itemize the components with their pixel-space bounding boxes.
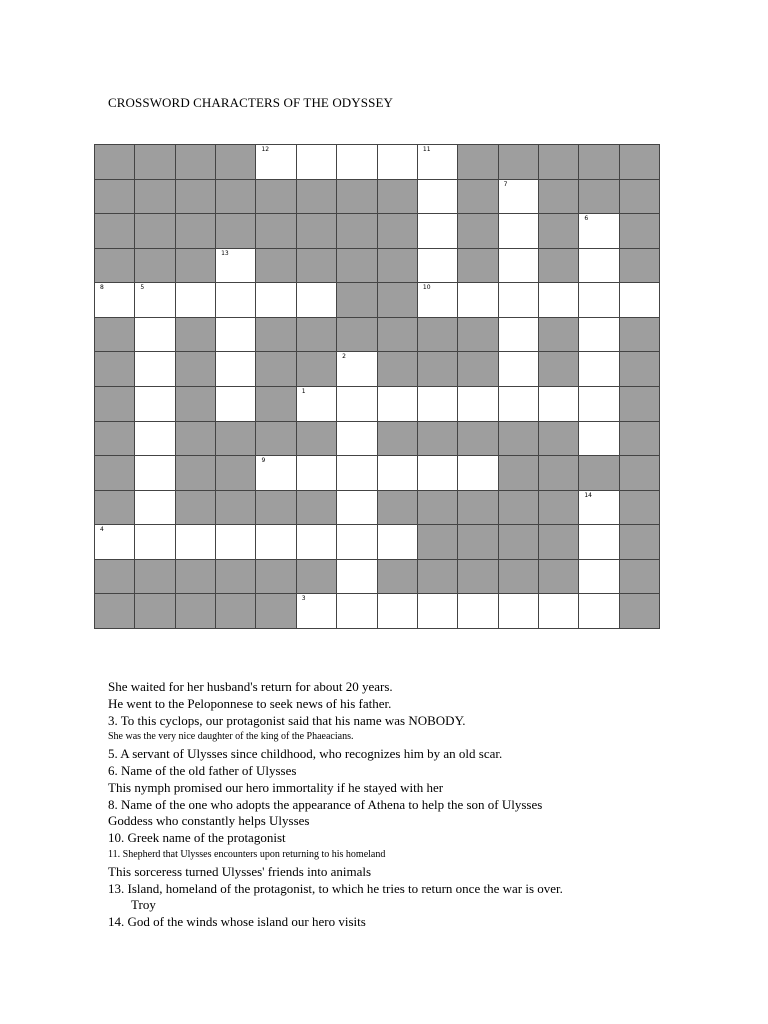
clue-text: Troy (131, 897, 156, 913)
clue-text: He went to the Peloponnese to seek news of his father. (108, 695, 392, 711)
black-cell (216, 145, 256, 180)
clue-text: 8. Name of the one who adopts the appearance of Athena to help the son of Ulysses (108, 796, 543, 812)
black-cell (176, 352, 216, 387)
answer-cell[interactable] (579, 318, 619, 353)
clue-number: 8 (100, 284, 104, 292)
black-cell (297, 180, 337, 215)
black-cell (579, 456, 619, 491)
black-cell (95, 456, 135, 491)
black-cell (418, 352, 458, 387)
black-cell (458, 491, 498, 526)
clue-number: 7 (503, 180, 508, 188)
black-cell (95, 180, 135, 215)
answer-cell[interactable] (499, 352, 539, 387)
black-cell (539, 456, 579, 491)
black-cell (539, 180, 579, 215)
answer-cell[interactable] (539, 594, 579, 629)
black-cell (95, 491, 135, 526)
black-cell (95, 318, 135, 353)
crossword-grid (94, 144, 660, 629)
black-cell (176, 491, 216, 526)
black-cell (297, 214, 337, 249)
black-cell (620, 214, 660, 249)
answer-cell[interactable] (135, 387, 175, 422)
answer-cell[interactable] (418, 387, 458, 422)
black-cell (95, 145, 135, 180)
black-cell (216, 180, 256, 215)
black-cell (135, 214, 175, 249)
black-cell (216, 214, 256, 249)
black-cell (337, 214, 377, 249)
clue-text: Goddess who constantly helps Ulysses (108, 813, 310, 829)
black-cell (297, 422, 337, 457)
answer-cell[interactable] (95, 283, 135, 318)
answer-cell[interactable] (499, 214, 539, 249)
clue-text: She was the very nice daughter of the king of the Phaeacians. (108, 731, 354, 743)
black-cell (620, 318, 660, 353)
black-cell (539, 525, 579, 560)
black-cell (620, 249, 660, 284)
answer-cell[interactable] (579, 560, 619, 595)
answer-cell[interactable] (135, 318, 175, 353)
clue-number: 2 (342, 353, 346, 361)
answer-cell[interactable] (216, 318, 256, 353)
black-cell (620, 387, 660, 422)
black-cell (256, 560, 296, 595)
clue-text: She waited for her husband's return for about 20 years. (108, 679, 393, 694)
black-cell (418, 560, 458, 595)
black-cell (539, 145, 579, 180)
answer-cell[interactable] (499, 180, 539, 215)
answer-cell[interactable] (337, 352, 377, 387)
answer-cell[interactable] (135, 456, 175, 491)
black-cell (539, 422, 579, 457)
black-cell (297, 352, 337, 387)
black-cell (216, 560, 256, 595)
answer-cell[interactable] (458, 594, 498, 629)
answer-cell[interactable] (620, 283, 660, 318)
black-cell (539, 318, 579, 353)
answer-cell[interactable] (337, 422, 377, 457)
black-cell (579, 145, 619, 180)
answer-cell[interactable] (216, 352, 256, 387)
black-cell (297, 318, 337, 353)
black-cell (337, 180, 377, 215)
clue-number: 5 (140, 284, 145, 292)
clue-number: 3 (301, 595, 306, 603)
answer-cell[interactable] (297, 145, 337, 180)
clue-number: 4 (100, 526, 104, 534)
black-cell (378, 214, 418, 249)
black-cell (256, 594, 296, 629)
answer-cell[interactable] (579, 283, 619, 318)
black-cell (620, 456, 660, 491)
answer-cell[interactable] (418, 283, 458, 318)
black-cell (176, 456, 216, 491)
answer-cell[interactable] (579, 594, 619, 629)
black-cell (499, 422, 539, 457)
answer-cell[interactable] (337, 560, 377, 595)
black-cell (95, 594, 135, 629)
answer-cell[interactable] (256, 456, 296, 491)
black-cell (620, 180, 660, 215)
black-cell (620, 145, 660, 180)
answer-cell[interactable] (539, 283, 579, 318)
black-cell (378, 180, 418, 215)
black-cell (135, 560, 175, 595)
answer-cell[interactable] (378, 145, 418, 180)
answer-cell[interactable] (216, 249, 256, 284)
answer-cell[interactable] (135, 283, 175, 318)
black-cell (176, 249, 216, 284)
black-cell (539, 214, 579, 249)
answer-cell[interactable] (418, 249, 458, 284)
black-cell (95, 387, 135, 422)
black-cell (620, 560, 660, 595)
black-cell (499, 491, 539, 526)
black-cell (95, 560, 135, 595)
black-cell (256, 491, 296, 526)
black-cell (176, 214, 216, 249)
black-cell (499, 525, 539, 560)
answer-cell[interactable] (499, 283, 539, 318)
black-cell (176, 560, 216, 595)
answer-cell[interactable] (256, 525, 296, 560)
answer-cell[interactable] (579, 422, 619, 457)
black-cell (135, 249, 175, 284)
black-cell (297, 491, 337, 526)
black-cell (499, 145, 539, 180)
clue-number: 1 (301, 387, 306, 395)
black-cell (337, 249, 377, 284)
answer-cell[interactable] (458, 283, 498, 318)
black-cell (458, 560, 498, 595)
black-cell (216, 422, 256, 457)
black-cell (579, 180, 619, 215)
black-cell (176, 318, 216, 353)
answer-cell[interactable] (458, 387, 498, 422)
answer-cell[interactable] (297, 525, 337, 560)
black-cell (95, 214, 135, 249)
answer-cell[interactable] (579, 214, 619, 249)
black-cell (216, 491, 256, 526)
black-cell (378, 352, 418, 387)
answer-cell[interactable] (337, 387, 377, 422)
answer-cell[interactable] (135, 422, 175, 457)
black-cell (95, 422, 135, 457)
clue-number: 14 (584, 491, 592, 499)
page-title: CROSSWORD CHARACTERS OF THE ODYSSEY (108, 95, 393, 110)
black-cell (337, 318, 377, 353)
black-cell (539, 560, 579, 595)
answer-cell[interactable] (135, 491, 175, 526)
black-cell (216, 456, 256, 491)
black-cell (418, 525, 458, 560)
answer-cell[interactable] (135, 352, 175, 387)
answer-cell[interactable] (337, 145, 377, 180)
answer-cell[interactable] (378, 387, 418, 422)
answer-cell[interactable] (499, 594, 539, 629)
black-cell (135, 180, 175, 215)
black-cell (418, 422, 458, 457)
clue-text: 11. Shepherd that Ulysses encounters upon returning to his homeland (108, 848, 386, 860)
black-cell (458, 318, 498, 353)
clue-text: 3. To this cyclops, our protagonist said that his name was NOBODY. (108, 712, 466, 728)
clue-list (108, 679, 718, 931)
black-cell (539, 249, 579, 284)
black-cell (378, 491, 418, 526)
black-cell (458, 145, 498, 180)
black-cell (297, 249, 337, 284)
answer-cell[interactable] (256, 283, 296, 318)
black-cell (378, 283, 418, 318)
clue-text: 14. God of the winds whose island our hero visits (108, 914, 366, 930)
clue-number: 9 (261, 457, 266, 465)
clue-text: 10. Greek name of the protagonist (108, 830, 286, 846)
black-cell (256, 180, 296, 215)
black-cell (458, 180, 498, 215)
clue-number: 12 (261, 146, 270, 153)
answer-cell[interactable] (579, 525, 619, 560)
answer-cell[interactable] (418, 145, 458, 180)
black-cell (378, 422, 418, 457)
answer-cell[interactable] (418, 594, 458, 629)
answer-cell[interactable] (337, 525, 377, 560)
black-cell (499, 560, 539, 595)
black-cell (95, 249, 135, 284)
clue-text: 5. A servant of Ulysses since childhood, who recognizes him by an old scar. (108, 746, 503, 762)
black-cell (176, 594, 216, 629)
answer-cell[interactable] (499, 387, 539, 422)
answer-cell[interactable] (378, 594, 418, 629)
answer-cell[interactable] (579, 387, 619, 422)
black-cell (256, 318, 296, 353)
black-cell (176, 387, 216, 422)
black-cell (176, 422, 216, 457)
black-cell (95, 352, 135, 387)
answer-cell[interactable] (176, 283, 216, 318)
black-cell (620, 525, 660, 560)
clue-number: 6 (584, 215, 589, 223)
black-cell (418, 491, 458, 526)
answer-cell[interactable] (499, 249, 539, 284)
answer-cell[interactable] (458, 456, 498, 491)
answer-cell[interactable] (579, 491, 619, 526)
black-cell (458, 249, 498, 284)
answer-cell[interactable] (418, 214, 458, 249)
black-cell (539, 491, 579, 526)
black-cell (297, 560, 337, 595)
answer-cell[interactable] (95, 525, 135, 560)
black-cell (256, 214, 296, 249)
black-cell (378, 560, 418, 595)
black-cell (499, 456, 539, 491)
black-cell (458, 352, 498, 387)
black-cell (256, 387, 296, 422)
answer-cell[interactable] (297, 283, 337, 318)
black-cell (216, 594, 256, 629)
black-cell (176, 180, 216, 215)
answer-cell[interactable] (297, 594, 337, 629)
black-cell (135, 594, 175, 629)
clue-number: 10 (422, 284, 431, 292)
answer-cell[interactable] (378, 456, 418, 491)
black-cell (256, 352, 296, 387)
answer-cell[interactable] (297, 456, 337, 491)
black-cell (620, 491, 660, 526)
clue-text: This nymph promised our hero immortality if he stayed with her (108, 779, 444, 795)
answer-cell[interactable] (337, 491, 377, 526)
black-cell (539, 352, 579, 387)
answer-cell[interactable] (216, 525, 256, 560)
clue-number: 11 (422, 146, 431, 153)
answer-cell[interactable] (337, 594, 377, 629)
answer-cell[interactable] (216, 283, 256, 318)
black-cell (458, 422, 498, 457)
answer-cell[interactable] (418, 180, 458, 215)
black-cell (458, 525, 498, 560)
answer-cell[interactable] (337, 456, 377, 491)
answer-cell[interactable] (297, 387, 337, 422)
clue-text: This sorceress turned Ulysses' friends into animals (108, 863, 372, 879)
answer-cell[interactable] (579, 249, 619, 284)
black-cell (176, 145, 216, 180)
clue-number: 13 (221, 249, 229, 257)
answer-cell[interactable] (499, 318, 539, 353)
black-cell (256, 249, 296, 284)
black-cell (337, 283, 377, 318)
clue-text: 6. Name of the old father of Ulysses (108, 762, 297, 778)
answer-cell[interactable] (378, 525, 418, 560)
black-cell (378, 318, 418, 353)
black-cell (620, 352, 660, 387)
answer-cell[interactable] (135, 525, 175, 560)
black-cell (256, 422, 296, 457)
answer-cell[interactable] (579, 352, 619, 387)
black-cell (418, 318, 458, 353)
black-cell (620, 422, 660, 457)
black-cell (620, 594, 660, 629)
answer-cell[interactable] (418, 456, 458, 491)
answer-cell[interactable] (216, 387, 256, 422)
black-cell (458, 214, 498, 249)
answer-cell[interactable] (539, 387, 579, 422)
black-cell (378, 249, 418, 284)
black-cell (135, 145, 175, 180)
answer-cell[interactable] (256, 145, 296, 180)
answer-cell[interactable] (176, 525, 216, 560)
clue-text: 13. Island, homeland of the protagonist, to which he tries to return once the war is over. (108, 880, 563, 896)
